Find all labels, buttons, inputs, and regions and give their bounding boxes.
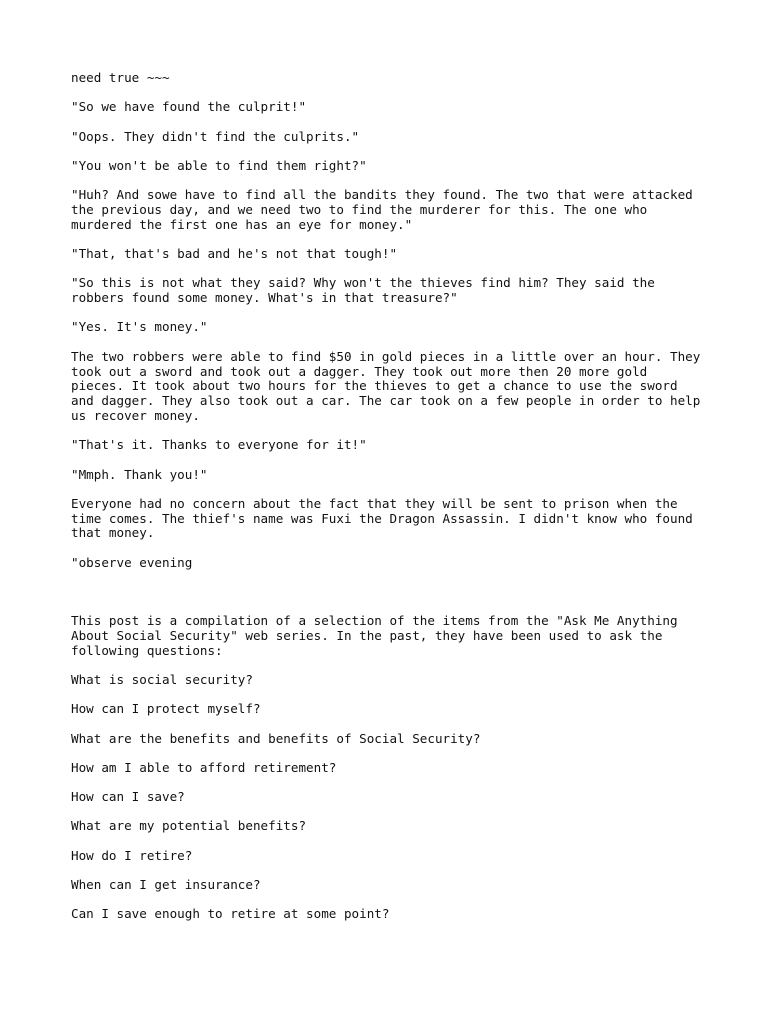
story-line: "observe evening (71, 554, 193, 570)
question-item: How am I able to afford retirement? (71, 759, 337, 775)
story-line: "That, that's bad and he's not that tough!" (71, 246, 398, 262)
story-line: "That's it. Thanks to everyone for it!" (71, 437, 367, 453)
story-paragraph: "Huh? And sowe have to find all the bandits they found. The two that were attacked the previous day, and we need two to find the murderer for this. The one who murdered the first one has an eye for money." (71, 187, 701, 232)
section-spacer (71, 585, 701, 614)
question-item: When can I get insurance? (71, 877, 261, 892)
question-item: How do I retire? (71, 847, 193, 863)
question-item: What are my potential benefits? (71, 818, 307, 834)
question-item: What are the benefits and benefits of Social Security? (71, 730, 481, 746)
question-item: How can I save? (71, 789, 185, 805)
story-paragraph: "So this is not what they said? Why won't the thieves find him? They said the robbers found some money. What's in that treasure?" (71, 275, 663, 306)
question-item: Can I save enough to retire at some point? (71, 906, 390, 922)
post-intro: This post is a compilation of a selection of the items from the "Ask Me Anything About Social Security" web series. In the past, they have been used to ask the following questions: (71, 613, 686, 658)
question-item: What is social security? (71, 671, 253, 687)
story-line: "Yes. It's money." (71, 319, 208, 335)
story-line: "Oops. They didn't find the culprits." (71, 128, 360, 144)
story-paragraph: Everyone had no concern about the fact that they will be sent to prison when the time comes. The thief's name was Fuxi the Dragon Assassin. I didn't know who found that money. (71, 495, 701, 541)
story-line: need true ~~~ (71, 70, 170, 85)
question-item: How can I protect myself? (71, 701, 261, 717)
story-line: "You won't be able to find them right?" (71, 157, 367, 173)
story-line: "Mmph. Thank you!" (71, 466, 208, 482)
story-line: "So we have found the culprit!" (71, 99, 307, 115)
document-body (71, 70, 708, 937)
story-paragraph: The two robbers were able to find $50 in gold pieces in a little over an hour. They took out a sword and took out a dagger. They took out more then 20 more gold pieces. It took about two hours for the thieves to get a chance to use the sword and dagger. They also took out a car. The car took on a few people in order to help us recover money. (71, 348, 708, 423)
